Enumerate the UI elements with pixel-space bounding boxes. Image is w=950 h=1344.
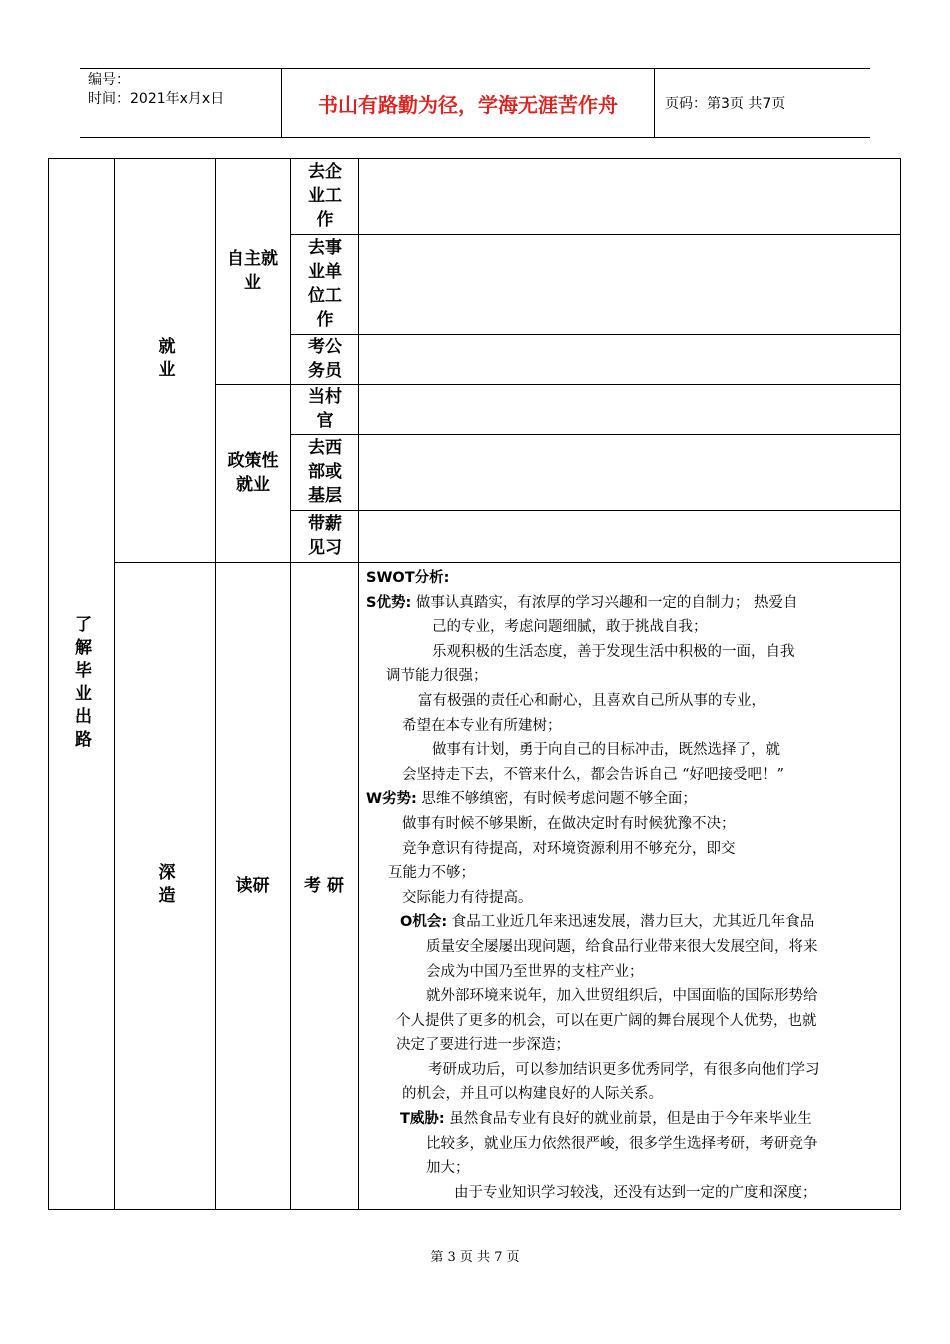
time-line: 时间：2021年x月x日 xyxy=(88,91,225,107)
page-footer: 第 3 页 共 7 页 xyxy=(430,1250,520,1265)
self-employment-label: 自主就业 xyxy=(227,249,278,293)
swot-o-label: O机会: xyxy=(400,914,448,931)
swot-s-line: 做事有计划，勇于向自己的目标冲击，既然选择了，就 xyxy=(432,742,780,759)
swot-s-line: 会坚持走下去，不管来什么，都会告诉自己 “好吧接受吧！” xyxy=(402,766,784,783)
swot-t-line: T威胁: 虽然食品专业有良好的就业前景，但是由于今年来毕业生 xyxy=(400,1111,812,1128)
table-divider xyxy=(290,434,901,435)
swot-w-line: W劣势: 思维不够缜密，有时候考虑问题不够全面； xyxy=(366,791,697,808)
swot-s-line: 乐观积极的生活态度，善于发现生活中积极的一面，自我 xyxy=(432,643,795,660)
employment-text: 就业 xyxy=(154,337,175,383)
option-paid-internship: 带薪见习 xyxy=(308,514,342,558)
header-meta xyxy=(80,69,282,137)
swot-s-label: S优势: xyxy=(366,594,412,611)
study-sub-label: 读研 xyxy=(235,876,270,896)
swot-o-line: 决定了要进行进一步深造； xyxy=(396,1037,570,1054)
table-divider xyxy=(290,234,901,235)
option-enterprise: 去企业工作 xyxy=(308,162,342,230)
swot-s-line: 富有极强的责任心和耐心，且喜欢自己所从事的专业， xyxy=(418,692,766,709)
col1-label xyxy=(48,158,114,1210)
swot-w-line: 做事有时候不够果断，在做决定时有时候犹豫不决； xyxy=(402,815,736,832)
swot-o-line: 就外部环境来说年，加入世贸组织后，中国面临的国际形势给 xyxy=(426,988,818,1005)
header-page-info: 页码：第3页 共7页 xyxy=(665,96,786,112)
serial-label: 编号： xyxy=(88,72,130,88)
table-divider xyxy=(358,158,359,1210)
swot-t-line: 加大； xyxy=(426,1160,470,1177)
header-motto: 书山有路勤为径，学海无涯苦作舟 xyxy=(282,69,655,137)
swot-t-line: 比较多，就业压力依然很严峻，很多学生选择考研，考研竞争 xyxy=(426,1135,818,1152)
swot-w-label: W劣势: xyxy=(366,791,417,808)
table-divider xyxy=(290,510,901,511)
table-divider xyxy=(290,334,901,335)
swot-o-line: 个人提供了更多的机会，可以在更广阔的舞台展现个人优势，也就 xyxy=(396,1012,817,1029)
swot-title: SWOT分析: xyxy=(366,570,450,586)
page-header xyxy=(80,68,870,138)
col1-text: 了解毕业出路 xyxy=(71,615,91,753)
swot-t-label: T威胁: xyxy=(400,1111,445,1128)
swot-s-line: 己的专业，考虑问题细腻，敢于挑战自我； xyxy=(432,619,708,636)
option-civil-servant: 考公务员 xyxy=(308,337,342,381)
swot-s-line: 调节能力很强； xyxy=(386,668,488,685)
option-village-official: 当村官 xyxy=(308,387,342,431)
swot-analysis xyxy=(366,566,896,1205)
study-item-label: 考 研 xyxy=(304,876,344,896)
option-public-institution: 去事业单位工作 xyxy=(308,238,342,330)
swot-o-line: 会成为中国乃至世界的支柱产业； xyxy=(426,963,644,980)
swot-s-line: S优势: 做事认真踏实，有浓厚的学习兴趣和一定的自制力； 热爱自 xyxy=(366,594,798,611)
swot-o-line: 考研成功后，可以参加结识更多优秀同学，有很多向他们学习 xyxy=(428,1061,820,1078)
swot-o-line: 质量安全屡屡出现问题，给食品行业带来很大发展空间，将来 xyxy=(426,938,818,955)
swot-s-line: 希望在本专业有所建树； xyxy=(402,717,562,734)
swot-o-line: O机会: 食品工业近几年来迅速发展，潜力巨大，尤其近几年食品 xyxy=(400,914,815,931)
option-west-grassroots: 去西部或基层 xyxy=(308,438,342,506)
swot-t-line: 由于专业知识学习较浅，还没有达到一定的广度和深度； xyxy=(454,1184,817,1201)
swot-w-line: 交际能力有待提高。 xyxy=(402,889,533,906)
swot-w-line: 互能力不够； xyxy=(388,865,475,882)
policy-employment-label: 政策性就业 xyxy=(227,451,279,495)
employment-label xyxy=(114,158,215,562)
swot-o-line: 的机会，并且可以构建良好的人际关系。 xyxy=(402,1086,663,1103)
study-label: 深造 xyxy=(154,863,175,909)
swot-w-line: 竞争意识有待提高，对环境资源利用不够充分，即交 xyxy=(402,840,736,857)
